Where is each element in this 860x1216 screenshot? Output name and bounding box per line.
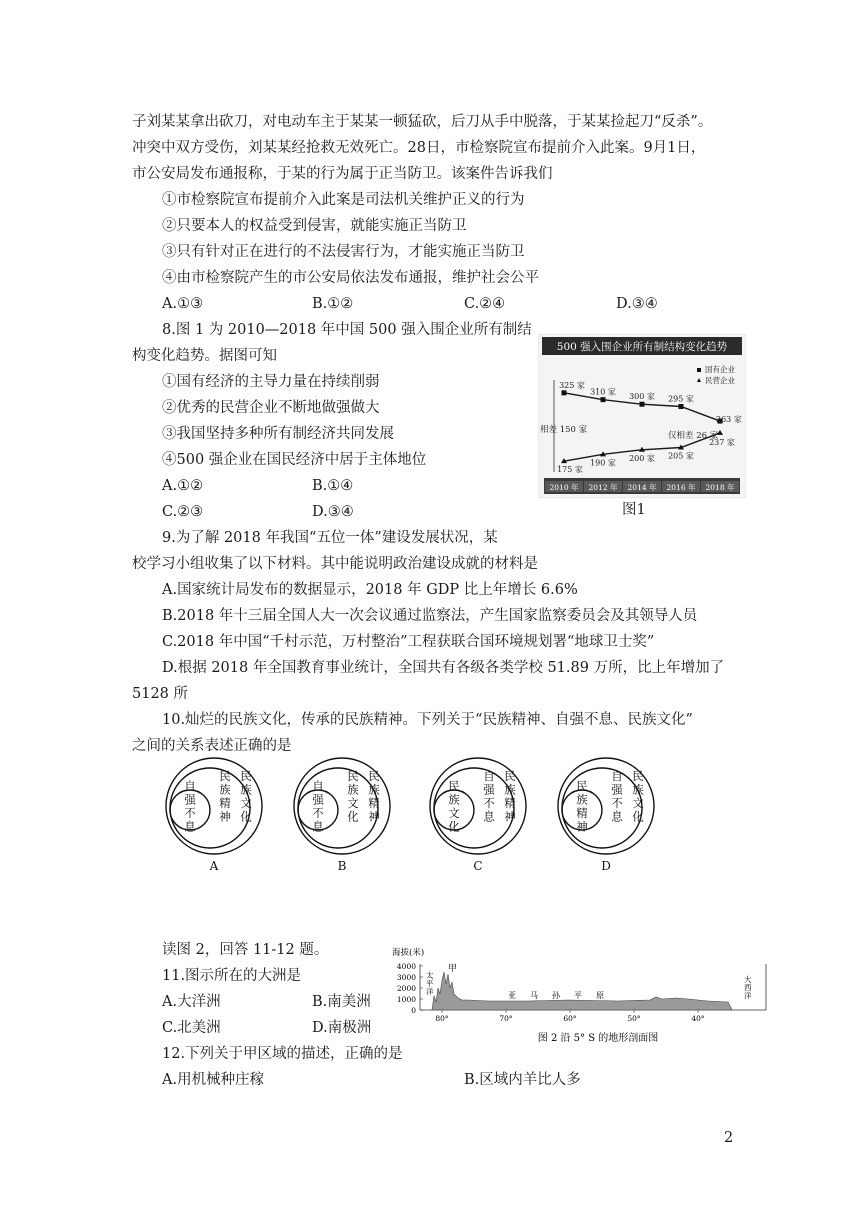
relationship-diagrams xyxy=(150,752,690,876)
q11-intro: 读图 2，回答 11-12 题。 xyxy=(162,942,329,958)
q10-stem-line-1: 10.灿烂的民族文化，传承的民族精神。下列关于“民族精神、自强不息、民族文化” xyxy=(162,712,693,728)
q9-option-d-line-2: 5128 所 xyxy=(132,686,189,702)
q9-option-d-line-1: D.根据 2018 年全国教育事业统计，全国共有各级各类学校 51.89 万所，比上年增加了 xyxy=(162,660,725,676)
q7-text-line-1: 子刘某某拿出砍刀，对电动车主于某某一顿猛砍，后刀从手中脱落，于某某捡起刀“反杀”。 xyxy=(132,114,713,130)
inner-label: 自强不息 xyxy=(184,779,196,834)
q12-option-b: B.区域内羊比人多 xyxy=(464,1072,581,1088)
point-state-0 xyxy=(562,390,567,395)
fig2-ylabel: 海拔(米) xyxy=(392,948,425,958)
y-tick-3: 1000 xyxy=(396,995,416,1004)
q7-statement-2: ②只要本人的权益受到侵害，就能实施正当防卫 xyxy=(162,218,467,234)
outer-label: 民族精神 xyxy=(368,769,380,824)
q8-stem-line-2: 构变化趋势。据图可知 xyxy=(132,348,277,364)
terrain-profile-figure xyxy=(388,944,778,1048)
terrain-profile xyxy=(432,972,732,1010)
q7-text-line-3: 市公安局发布通报称，于某的行为属于正当防卫。该案件告诉我们 xyxy=(132,166,553,182)
legend-marker-state xyxy=(697,368,701,372)
q10-stem-line-2: 之间的关系表述正确的是 xyxy=(132,738,292,754)
q7-option-d: D.③④ xyxy=(616,296,658,312)
right-ocean-label-0: 大 xyxy=(744,975,752,984)
diagram-B xyxy=(294,758,390,873)
q8-option-a: A.①② xyxy=(162,478,204,494)
peak-label-jia: 甲 xyxy=(448,964,458,974)
q11-option-a: A.大洋洲 xyxy=(162,994,221,1010)
diagram-A xyxy=(166,758,262,873)
x-tick-4: 40° xyxy=(691,1014,705,1023)
q8-option-b: B.①④ xyxy=(312,478,354,494)
outer-label: 民族精神 xyxy=(504,769,516,824)
q8-statement-1: ①国有经济的主导力量在持续削弱 xyxy=(162,374,380,390)
data-label-state-3: 295 家 xyxy=(668,394,694,404)
q11-stem: 11.图示所在的大洲是 xyxy=(162,968,302,984)
chart-title: 500 强入围企业所有制结构变化趋势 xyxy=(556,341,728,353)
q11-option-c: C.北美洲 xyxy=(162,1020,221,1036)
left-ocean-label-0: 太 xyxy=(426,971,434,980)
diagram-label-A: A xyxy=(209,859,219,873)
ownership-trend-chart xyxy=(538,334,746,498)
q8-statement-3: ③我国坚持多种所有制经济共同发展 xyxy=(162,426,394,442)
q8-statement-2: ②优秀的民营企业不断地做强做大 xyxy=(162,400,380,416)
q9-option-b: B.2018 年十三届全国人大一次会议通过监察法，产生国家监察委员会及其领导人员 xyxy=(162,608,698,624)
q7-text-line-2: 冲突中双方受伤，刘某某经抢救无效死亡。28日，市检察院宣布提前介入此案。9月1日， xyxy=(132,140,706,156)
middle-label: 民族文化 xyxy=(347,769,359,824)
data-label-state-4: 263 家 xyxy=(716,415,742,425)
y-tick-4: 0 xyxy=(411,1006,416,1015)
q8-statement-4: ④500 强企业在国民经济中居于主体地位 xyxy=(162,452,427,468)
inner-label: 民族文化 xyxy=(448,779,460,834)
data-label-private-4: 237 家 xyxy=(709,437,735,447)
legend-label-state: 国有企业 xyxy=(705,365,735,374)
annotation-gap-2010: 相差 150 家 xyxy=(540,425,588,435)
point-state-1 xyxy=(601,397,606,402)
plain-label-0: 亚 xyxy=(508,991,516,1000)
q9-stem-line-1: 9.为了解 2018 年我国“五位一体”建设发展状况，某 xyxy=(162,530,498,546)
x-tick-1: 70° xyxy=(499,1014,513,1023)
annotation-gap-2018: 仅相差 26 家 xyxy=(668,431,719,441)
data-label-private-2: 200 家 xyxy=(629,453,655,463)
middle-label: 民族精神 xyxy=(219,769,231,824)
q7-option-b: B.①② xyxy=(312,296,354,312)
data-label-private-3: 205 家 xyxy=(668,451,694,461)
data-label-state-1: 310 家 xyxy=(590,387,616,397)
q8-option-c: C.②③ xyxy=(162,504,204,520)
diagram-label-B: B xyxy=(337,859,347,873)
fig2-caption: 图 2 沿 5° S 的地形剖面图 xyxy=(537,1033,659,1044)
inner-label: 民族精神 xyxy=(576,779,588,834)
x-tick-0: 80° xyxy=(435,1014,449,1023)
x-tick-3: 50° xyxy=(627,1014,641,1023)
q8-option-d: D.③④ xyxy=(312,504,354,520)
page-number: 2 xyxy=(724,1130,734,1146)
right-ocean-label-1: 西 xyxy=(744,983,752,992)
inner-label: 自强不息 xyxy=(312,779,324,834)
plain-label-1: 马 xyxy=(530,991,538,1000)
plain-label-4: 原 xyxy=(596,991,604,1000)
q9-option-a: A.国家统计局发布的数据显示，2018 年 GDP 比上年增长 6.6% xyxy=(162,582,578,598)
middle-label: 自强不息 xyxy=(483,769,495,824)
data-label-private-0: 175 家 xyxy=(557,465,583,475)
left-ocean-label-2: 洋 xyxy=(426,987,434,996)
q12-stem: 12.下列关于甲区域的描述，正确的是 xyxy=(162,1046,403,1062)
plain-label-3: 平 xyxy=(574,991,582,1000)
q7-option-a: A.①③ xyxy=(162,296,204,312)
diagram-C xyxy=(430,758,526,873)
q11-option-d: D.南极洲 xyxy=(312,1020,372,1036)
q8-stem-line-1: 8.图 1 为 2010—2018 年中国 500 强入围企业所有制结 xyxy=(162,322,532,338)
x-tick-label-2: 2014 年 xyxy=(627,483,657,492)
middle-label: 自强不息 xyxy=(611,769,623,824)
data-label-state-0: 325 家 xyxy=(559,380,585,390)
diagram-label-C: C xyxy=(473,859,483,873)
data-label-state-2: 300 家 xyxy=(629,392,655,402)
data-label-private-1: 190 家 xyxy=(590,458,616,468)
x-tick-label-4: 2018 年 xyxy=(705,483,735,492)
diagram-label-D: D xyxy=(601,859,611,873)
point-state-2 xyxy=(640,402,645,407)
q11-option-b: B.南美洲 xyxy=(312,994,371,1010)
diagram-D xyxy=(558,758,654,873)
point-state-3 xyxy=(679,404,684,409)
figure-1-caption: 图1 xyxy=(622,502,646,518)
x-tick-2: 60° xyxy=(563,1014,577,1023)
q7-option-c: C.②④ xyxy=(464,296,506,312)
q7-statement-4: ④由市检察院产生的市公安局依法发布通报，维护社会公平 xyxy=(162,270,539,286)
q9-option-c: C.2018 年中国“千村示范，万村整治”工程获联合国环境规划署“地球卫士奖” xyxy=(162,634,655,650)
legend-label-private: 民营企业 xyxy=(705,376,735,385)
q7-statement-3: ③只有针对正在进行的不法侵害行为，才能实施正当防卫 xyxy=(162,244,525,260)
plain-label-2: 孙 xyxy=(552,991,560,1000)
q12-option-a: A.用机械种庄稼 xyxy=(162,1072,265,1088)
q9-stem-line-2: 校学习小组收集了以下材料。其中能说明政治建设成就的材料是 xyxy=(132,556,538,572)
right-ocean-label-2: 洋 xyxy=(744,991,752,1000)
q7-statement-1: ①市检察院宣布提前介入此案是司法机关维护正义的行为 xyxy=(162,192,525,208)
left-ocean-label-1: 平 xyxy=(426,979,434,988)
outer-label: 民族文化 xyxy=(632,769,644,824)
x-tick-label-3: 2016 年 xyxy=(666,483,696,492)
x-tick-label-1: 2012 年 xyxy=(588,483,618,492)
y-tick-2: 2000 xyxy=(396,984,416,993)
x-tick-label-0: 2010 年 xyxy=(549,483,579,492)
y-tick-0: 4000 xyxy=(396,962,416,971)
y-tick-1: 3000 xyxy=(396,973,416,982)
outer-label: 民族文化 xyxy=(240,769,252,824)
